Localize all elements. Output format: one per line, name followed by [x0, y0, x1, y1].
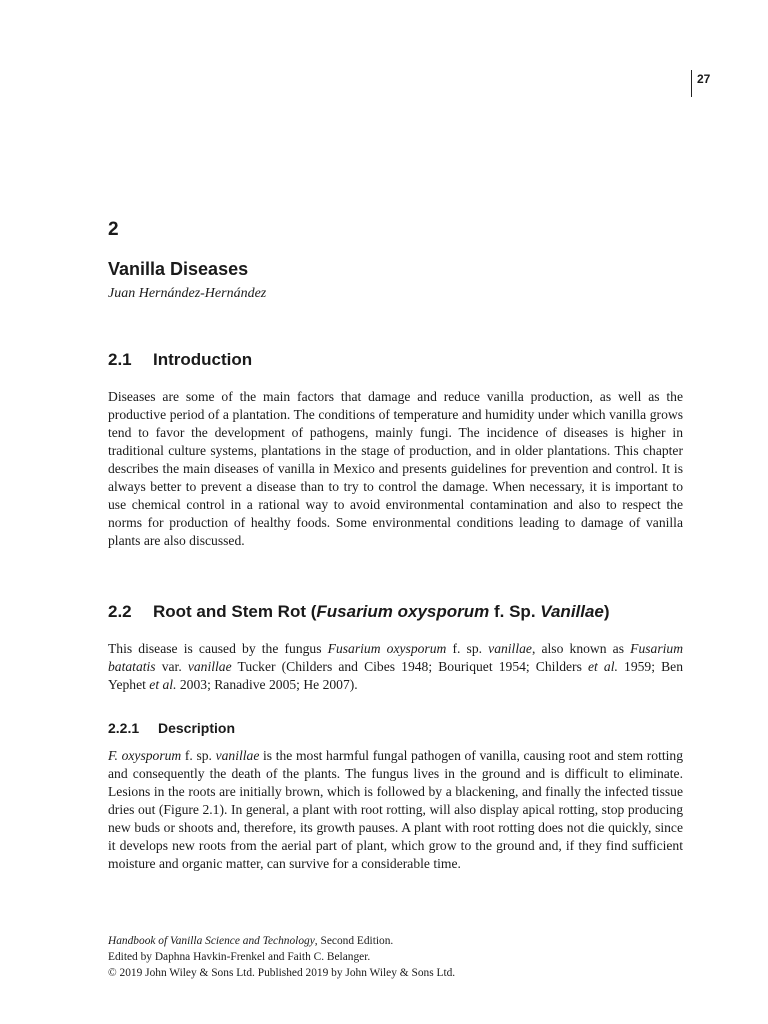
description-paragraph: F. oxysporum f. sp. vanillae is the most harmful fungal pathogen of vanilla, causing root and stem rotting and consequently the death of the plants. The fungus lives in the ground and is difficult to eliminate. Lesions in the roots are initially brown, which is followed by a blackening, and finally the infected tissue dries out (Figure 2.1). In general, a plant with root rotting, will also display apical rotting, stop producing new buds or shoots and, therefore, its growth pauses. A plant with root rotting does not die quickly, since it develops new roots from the aerial part of plant, which grow to the ground and, if they find sufficient moisture and organic matter, can survive for a considerable time.	[108, 748, 684, 871]
section-heading-introduction	[108, 350, 252, 370]
page-number: 27	[691, 70, 710, 97]
subsection-number: 2.2.1	[108, 720, 140, 736]
footer-editors: Edited by Daphna Havkin-Frenkel and Faith C. Belanger.	[108, 951, 371, 963]
subsection-title: Description	[158, 720, 236, 736]
chapter-author: Juan Hernández-Hernández	[108, 286, 267, 301]
section-title-part: )	[603, 602, 610, 621]
section-title: Introduction	[153, 350, 253, 369]
root-stem-rot-paragraph: This disease is caused by the fungus Fusarium oxysporum f. sp. vanillae, also known as Fusarium batatatis var. vanillae Tucker (Childers and Cibes 1948; Bouriquet 1954; Childers et al. 1959; Ben Yephet et al. 2003; Ranadive 2005; He 2007).	[108, 641, 684, 692]
footer-edition: , Second Edition.	[314, 935, 394, 947]
chapter-title: Vanilla Diseases	[108, 259, 249, 279]
footer-copyright: © 2019 John Wiley & Sons Ltd. Published 2019 by John Wiley & Sons Ltd.	[108, 967, 456, 979]
section-heading-root-stem-rot	[108, 602, 610, 622]
book-footer	[108, 933, 683, 981]
section-title-italic: Vanillae	[540, 602, 604, 621]
section-title-part: Root and Stem Rot (	[153, 602, 317, 621]
section-title-part: f. Sp.	[489, 602, 541, 621]
footer-book-title-line	[108, 933, 683, 949]
introduction-paragraph: Diseases are some of the main factors that damage and reduce vanilla production, as well as the productive period of a plantation. The conditions of temperature and humidity under which vanilla grows tend to favor the development of pathogens, mainly fungi. The incidence of diseases is higher in traditional culture systems, plantations in the stage of production, and in older plantations. This chapter describes the main diseases of vanilla in Mexico and presents guidelines for prevention and control. It is always better to prevent a disease than to try to control the damage. When necessary, it is important to use chemical control in a rational way to avoid environmental contamination and also to respect the norms for production of healthy foods. Some environmental conditions leading to damage of vanilla plants are also discussed.	[108, 389, 683, 548]
chapter-number: 2	[108, 219, 119, 240]
subsection-heading-description	[108, 720, 235, 736]
footer-book-title: Handbook of Vanilla Science and Technology	[108, 935, 315, 947]
section-title-italic: Fusarium oxysporum	[316, 602, 490, 621]
section-number: 2.2	[108, 602, 132, 621]
section-number: 2.1	[108, 350, 132, 369]
